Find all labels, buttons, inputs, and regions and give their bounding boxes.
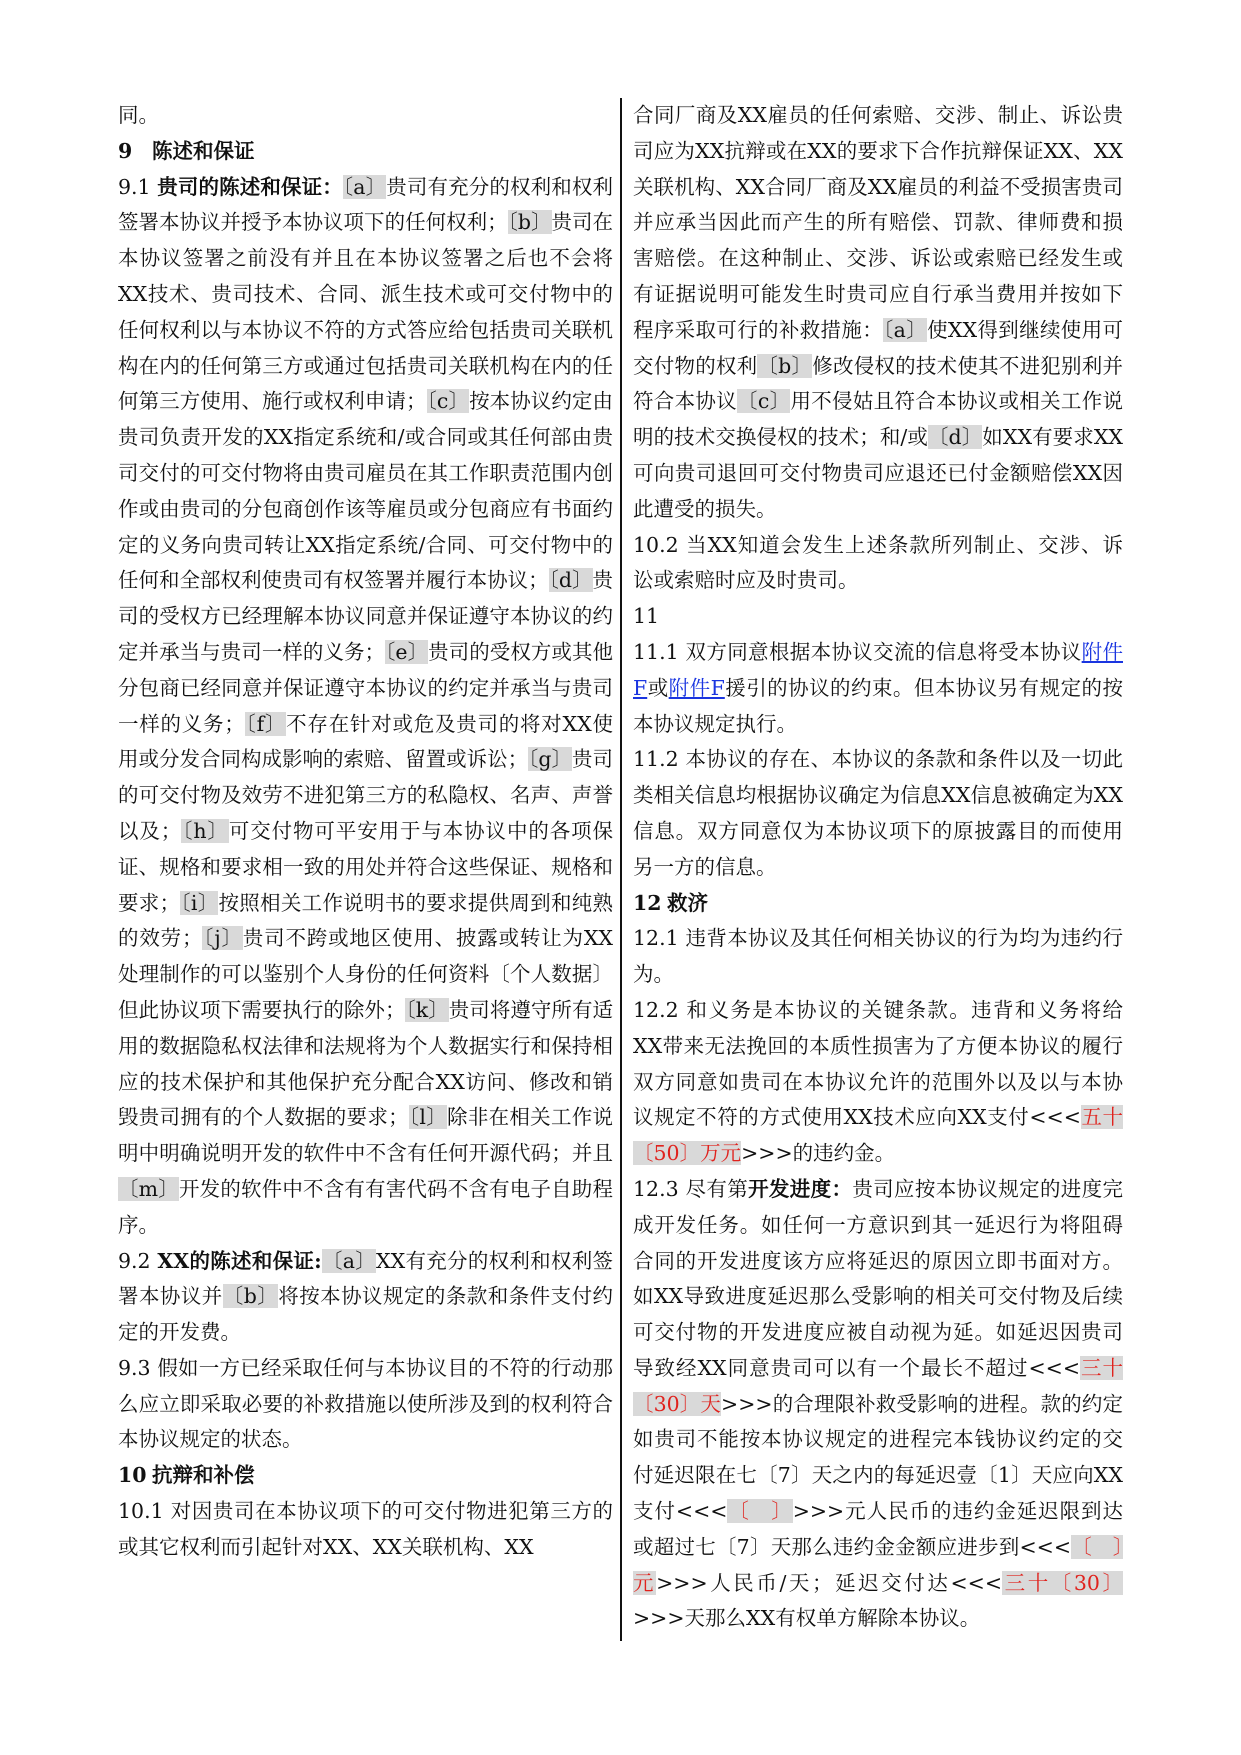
clause-text: 贵司在本协议签署之前没有并且在本协议签署之后也不会将XX技术、贵司技术、合同、派生技术或可交付物中的任何权利以与本协议不符的方式答应给包括贵司关联机构在内的任何第三方或通过包括贵司关联机构在内的任何第三方使用、施行或权利申请； — [118, 210, 614, 414]
clause-text: 使XX得到继续使用可交付物的权利 — [633, 317, 1123, 378]
clause-text: 如XX有要求XX可向贵司退回可交付物贵司应退还已付金额赔偿XX因此遭受的损失。 — [633, 425, 1124, 521]
clause-number: 9.1 — [118, 174, 151, 199]
item-marker-h: 〔h〕 — [181, 818, 229, 843]
item-marker-j: 〔j〕 — [202, 926, 243, 951]
item-marker-c: 〔c〕 — [426, 389, 470, 414]
item-marker-k: 〔k〕 — [405, 997, 449, 1022]
clause-text: >>>的违约金。 — [741, 1141, 896, 1166]
clause-text: >>>的合理限补救受影响的进程。款的约定如贵司不能按本协议规定的进程完本钱协议约定的交付延迟限在七〔7〕天之内的每延迟壹〔1〕天应向XX支付<<< — [633, 1391, 1123, 1524]
item-marker-b: 〔b〕 — [507, 210, 552, 235]
left-column — [118, 98, 613, 1566]
item-marker-d: 〔d〕 — [927, 425, 983, 450]
clause-title: 开发进度： — [748, 1176, 853, 1201]
clause-text: 用不侵姑且符合本协议或相关工作说明的技术交换侵权的技术；和/或 — [633, 389, 1124, 450]
appendix-f-link[interactable]: 附件F — [633, 639, 1123, 700]
item-marker-i: 〔i〕 — [180, 890, 219, 915]
column-divider — [620, 98, 622, 1641]
clause-11-2: 11.2 本协议的存在、本协议的条款和条件以及一切此类相关信息均根据协议确定为信息XX信息被确定为XX信息。双方同意仅为本协议项下的原披露目的而使用另一方的信息。 — [633, 747, 1123, 879]
remedy-period: 三十〔30〕天 — [633, 1355, 1124, 1416]
section-11-heading: 11 — [633, 604, 660, 629]
section-number: 9 — [118, 138, 133, 163]
section-title: 救济 — [667, 890, 708, 915]
increased-penalty-blank: 〔 〕元 — [633, 1534, 1124, 1595]
clause-12-3 — [633, 1172, 1123, 1637]
penalty-amount: 五十〔50〕万元 — [633, 1105, 1123, 1166]
clause-text: >>>天那么XX有权单方解除本协议。 — [633, 1606, 981, 1631]
clause-text: 修改侵权的技术使其不进犯别利并符合本协议 — [633, 353, 1124, 414]
daily-penalty-blank: 〔 〕 — [727, 1499, 793, 1524]
section-title: 陈述和保证 — [152, 138, 255, 163]
clause-12-2 — [633, 993, 1123, 1172]
clause-10-1-continued — [633, 98, 1123, 528]
clause-text: 贵司有充分的权利和权利签署本协议并授予本协议项下的任何权利； — [118, 174, 613, 235]
clause-9-2 — [118, 1244, 613, 1351]
clause-title: XX的陈述和保证: — [157, 1248, 322, 1273]
right-column — [633, 98, 1123, 1637]
section-9-heading — [118, 134, 613, 170]
clause-text: 将按本协议规定的条款和条件支付约定的开发费。 — [118, 1284, 614, 1345]
clause-text: >>>人民币/天；延迟交付达<<< — [656, 1570, 1003, 1595]
clause-text: 除非在相关工作说明中明确说明开发的软件中不含有任何开源代码；并且 — [118, 1105, 613, 1166]
clause-10-1: 10.1 对因贵司在本协议项下的可交付物进犯第三方的或其它权利而引起针对XX、XX关联机构、XX — [118, 1499, 613, 1559]
clause-text: 可交付物可平安用于与本协议中的各项保证、规格和要求相一致的用处并符合这些保证、规格和要求； — [118, 818, 614, 915]
clause-text: 贵司应按本协议规定的进度完成开发任务。如任何一方意识到其一延迟行为将阻碍合同的开发进度该方应将延迟的原因立即书面对方。如XX导致进度延迟那么受影响的相关可交付物及后续可交付物的开发进度应被自动视为延。如延迟因贵司导致经XX同意贵司可以有一个最长不超过<<< — [633, 1176, 1123, 1380]
clause-10-2: 10.2 当XX知道会发生上述条款所列制止、交涉、诉讼或索赔时应及时贵司。 — [633, 532, 1123, 593]
clause-12-1: 12.1 违背本协议及其任何相关协议的行为均为违约行为。 — [633, 926, 1123, 987]
section-title: 抗辩和补偿 — [152, 1463, 255, 1488]
clause-text: 贵司不跨或地区使用、披露或转让为XX处理制作的可以鉴别个人身份的任何资料〔个人数据〕但此协议项下需要执行的除外； — [118, 926, 614, 1022]
section-10-heading — [118, 1458, 613, 1494]
item-marker-b: 〔b〕 — [222, 1284, 279, 1309]
item-marker-m: 〔m〕 — [118, 1176, 179, 1201]
appendix-f-link[interactable]: 附件F — [668, 675, 725, 700]
clause-text: 贵司的受权方已经理解本协议同意并保证遵守本协议的约定并承当与贵司一样的义务； — [118, 568, 614, 664]
item-marker-a: 〔a〕 — [883, 317, 928, 342]
item-marker-d: 〔d〕 — [548, 568, 593, 593]
item-marker-f: 〔f〕 — [244, 711, 287, 736]
item-marker-c: 〔c〕 — [737, 389, 791, 414]
clause-text: >>>元人民币的违约金延迟限到达或超过七〔7〕天那么违约金金额应进步到<<< — [633, 1499, 1124, 1559]
clause-text: 贵司将遵守所有适用的数据隐私权法律和法规将为个人数据实行和保持相应的技术保护和其他保护充分配合XX访问、修改和销毁贵司拥有的个人数据的要求； — [118, 997, 614, 1130]
clause-text: 按本协议约定由贵司负责开发的XX指定系统和/或合同或其任何部由贵司交付的可交付物将由贵司雇员在其工作职责范围内创作或由贵司的分包商创作该等雇员或分包商应有书面约定的义务向贵司转让XX指定系统/合同、可交付物中的任何和全部权利使贵司有权签署并履行本协议； — [118, 389, 614, 593]
paragraph-end: 同。 — [118, 103, 159, 127]
clause-text: 不存在针对或危及贵司的将对XX使用或分发合同构成影响的索赔、留置或诉讼； — [118, 711, 613, 772]
clause-11-1 — [633, 635, 1123, 742]
clause-text: 援引的协议的约束。但本协议另有规定的按本协议规定执行。 — [633, 675, 1123, 736]
termination-period: 三十〔30〕 — [1002, 1570, 1124, 1595]
clause-text: 贵司的受权方或其他分包商已经同意并保证遵守本协议的约定并承当与贵司一样的义务； — [118, 639, 614, 736]
item-marker-e: 〔e〕 — [385, 639, 429, 664]
item-marker-g: 〔g〕 — [528, 747, 573, 772]
clause-text: 12.3 尽有第 — [633, 1176, 749, 1201]
clause-text: 或 — [647, 675, 669, 700]
clause-text: 11.1 双方同意根据本协议交流的信息将受本协议 — [633, 639, 1082, 664]
item-marker-b: 〔b〕 — [757, 353, 813, 378]
item-marker-a: 〔a〕 — [321, 1248, 377, 1273]
section-number: 12 — [633, 890, 662, 915]
section-number: 10 — [118, 1463, 147, 1488]
clause-text: 合同厂商及XX雇员的任何索赔、交涉、制止、诉讼贵司应为XX抗辩或在XX的要求下合作抗辩保证XX、XX关联机构、XX合同厂商及XX雇员的利益不受损害贵司并应承当因此而产生的所有赔偿、罚款、律师费和损害赔偿。在这种制止、交涉、诉讼或索赔已经发生或有证据说明可能发生时贵司应自行承当费用并按如下程序采取可行的补救措施： — [633, 103, 1123, 342]
clause-text: 贵司的可交付物及效劳不进犯第三方的私隐权、名声、声誉以及； — [118, 747, 614, 843]
clause-text: 12.2 和义务是本协议的关键条款。违背和义务将给XX带来无法挽回的本质性损害为了方便本协议的履行双方同意如贵司在本协议允许的范围外以及以与本协议规定不符的方式使用XX技术应向XX支付<<< — [633, 997, 1123, 1130]
section-12-heading — [633, 886, 1123, 922]
clause-title: 贵司的陈述和保证： — [157, 174, 343, 199]
item-marker-a: 〔a〕 — [342, 174, 387, 199]
item-marker-l: 〔l〕 — [408, 1105, 448, 1130]
clause-number: 9.2 — [118, 1248, 151, 1273]
clause-text: XX有充分的权利和权利签署本协议并 — [118, 1248, 613, 1309]
clause-text: 开发的软件中不含有有害代码不含有电子自助程序。 — [118, 1176, 613, 1237]
clause-9-1 — [118, 170, 613, 1244]
clause-9-3: 9.3 假如一方已经采取任何与本协议目的不符的行动那么应立即采取必要的补救措施以使所涉及到的权利符合本协议规定的状态。 — [118, 1355, 613, 1452]
clause-text: 按照相关工作说明书的要求提供周到和纯熟的效劳； — [118, 890, 613, 951]
